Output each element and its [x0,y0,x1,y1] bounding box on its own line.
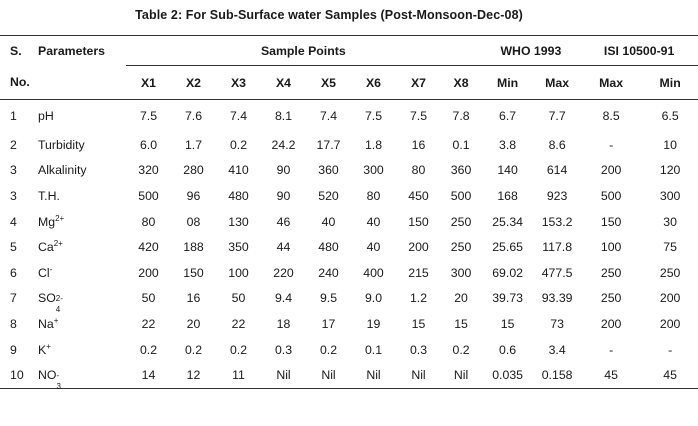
parameter-charge: + [53,315,59,325]
table-cell: 200 [138,265,159,280]
table-cell: 25.65 [492,240,523,255]
table-title: Table 2: For Sub-Surface water Samples (Post-Monsoon-Dec-08) [135,8,523,22]
parameter-base: Na [38,316,54,331]
sno-header-top: S. [0,36,38,66]
table-cell: 477.5 [541,265,573,280]
table-body [0,100,698,392]
col-header: Min [642,66,698,100]
table-cell: 480 [228,188,249,203]
row-number: 10 [0,362,38,388]
parameter-base: pH [38,109,54,123]
table-cell: 117.8 [542,240,573,255]
table-cell: 08 [186,214,201,229]
table-cell: 1.8 [364,137,383,152]
table-cell: Nil [261,362,306,388]
table-cell: 7.8 [452,109,470,123]
row-number: 2 [10,137,17,152]
table-cell: 250 [600,291,622,306]
table-row [0,132,698,158]
sno-header-bottom: No. [0,66,38,100]
table-cell: 15 [454,316,468,331]
row-number: 5 [10,240,17,255]
table-cell: 8.5 [602,109,620,123]
table-row [0,234,698,260]
parameter-base: K [38,342,47,357]
isi-header: ISI 10500-91 [580,36,698,66]
table-cell: 6.7 [499,109,517,123]
parameter-name [38,234,126,260]
table-cell: - [609,137,614,152]
parameter-name [38,362,126,392]
table-cell: 90 [276,188,291,203]
table-cell: 16 [186,291,201,306]
table-cell: 14 [126,362,171,388]
table-cell: 120 [659,163,681,178]
table-cell: 22 [231,316,246,331]
table-cell: 614 [546,163,568,178]
col-header: X7 [396,66,441,100]
table-cell: 240 [318,265,339,280]
table-cell: 3.4 [548,342,566,357]
table-cell: 7.5 [409,109,428,123]
table-cell: 69.02 [492,265,523,280]
table-cell: Nil [306,362,351,388]
parameter-name [38,286,126,315]
table-cell: 11 [216,362,261,388]
sample-points-header: Sample Points [126,36,481,66]
table-cell: 10 [663,137,677,152]
parameter-charge: - [56,371,60,381]
table-cell: 0.3 [274,342,293,357]
parameter-subscript: 3 [56,382,61,392]
table-cell: 410 [228,163,249,178]
water-samples-table [0,35,698,392]
parameter-base: NO [38,368,57,383]
who-header: WHO 1993 [481,36,580,66]
table-cell: 75 [663,240,677,255]
col-header: X2 [171,66,216,100]
table-cell: 215 [408,265,429,280]
parameters-header-blank [38,66,126,100]
parameter-charge: 2+ [53,239,63,249]
col-header: X4 [261,66,306,100]
table-cell: 280 [183,163,204,178]
row-number: 6 [10,265,17,280]
table-cell: 200 [659,291,681,306]
table-cell: 150 [183,265,204,280]
table-cell: 39.73 [492,291,523,306]
parameter-base: Mg [38,214,56,229]
table-cell: 7.4 [229,109,248,123]
table-cell: 200 [659,316,681,331]
table-cell: 0.158 [534,362,580,388]
col-header: X1 [126,66,171,100]
row-number: 3 [10,188,17,203]
table-cell: 6.5 [661,109,679,123]
table-cell: 200 [408,240,429,255]
table-row [0,100,698,133]
table-cell: 100 [228,265,249,280]
table-cell: 400 [363,265,384,280]
table-cell: 17.7 [316,137,341,152]
parameter-charge: + [46,341,51,351]
table-cell: 500 [138,188,159,203]
table-cell: 7.4 [319,109,338,123]
parameter-base: Turbidity [38,137,85,152]
table-row [0,183,698,209]
table-row [0,158,698,184]
parameter-charge: 2+ [55,213,65,223]
table-cell: 44 [276,240,291,255]
row-number: 7 [10,291,17,306]
table-cell: 7.5 [139,109,158,123]
table-cell: 0.035 [481,362,534,388]
table-row [0,286,698,312]
col-header: X3 [216,66,261,100]
table-cell: 20 [454,291,468,306]
table-cell: 7.5 [364,109,383,123]
table-cell: 96 [186,188,201,203]
table-cell: 188 [183,240,204,255]
parameter-name [38,311,126,337]
table-cell: 20 [186,316,201,331]
table-cell: 250 [600,265,622,280]
table-cell: 7.6 [184,109,203,123]
table-cell: 19 [366,316,381,331]
table-row [0,362,698,388]
table-cell: 0.3 [409,342,428,357]
parameter-subscript: 4 [55,305,61,315]
parameter-name [38,132,126,158]
table-cell: 480 [318,240,339,255]
table-cell: 420 [138,240,159,255]
table-cell: 46 [276,214,291,229]
table-cell: 30 [663,214,677,229]
table-cell: 320 [138,163,159,178]
row-number: 3 [10,163,17,178]
table-row [0,311,698,337]
row-number: 8 [10,316,17,331]
table-cell: 250 [659,265,681,280]
table-cell: 360 [318,163,339,178]
table-cell: 520 [318,188,339,203]
parameter-name [38,100,126,133]
col-header: Max [580,66,642,100]
parameter-base: SO [38,291,56,306]
parameters-header: Parameters [38,36,126,66]
table-cell: 450 [408,188,429,203]
row-number: 4 [10,214,17,229]
parameter-base: Ca [38,240,54,255]
table-cell: 9.5 [319,291,338,306]
table-cell: 18 [276,316,291,331]
table-cell: 140 [497,163,518,178]
parameter-name [38,209,126,235]
row-number: 9 [10,342,17,357]
table-cell: 9.4 [274,291,293,306]
table-cell: 8.6 [548,137,566,152]
table-cell: 40 [366,240,381,255]
table-cell: 15 [500,316,515,331]
table-cell: 16 [411,137,426,152]
table-cell: 24.2 [271,137,296,152]
table-cell: 80 [366,188,381,203]
table-cell: 90 [276,163,291,178]
table-cell: 300 [659,188,681,203]
table-cell: 7.7 [548,109,566,123]
table-cell: 250 [450,240,472,255]
table-cell: 150 [600,214,622,229]
parameter-charge: 2- [55,294,63,304]
table-cell: 1.2 [409,291,428,306]
table-cell: 9.0 [364,291,383,306]
table-cell: 0.2 [229,342,248,357]
table-cell: 0.1 [364,342,383,357]
table-row [0,337,698,363]
table-cell: 500 [600,188,622,203]
table-cell: 0.6 [499,342,517,357]
parameter-name [38,183,126,209]
table-cell: 73 [550,316,564,331]
table-cell: 8.1 [274,109,293,123]
table-cell: 168 [497,188,518,203]
table-cell: 0.1 [452,137,470,152]
col-header: Min [481,66,534,100]
table-cell: 250 [450,214,472,229]
table-row [0,209,698,235]
table-cell: 220 [273,265,294,280]
parameter-name [38,158,126,184]
table-cell: 50 [231,291,246,306]
table-cell: 17 [321,316,336,331]
table-cell: 0.2 [139,342,158,357]
table-cell: 6.0 [139,137,158,152]
table-cell: 153.2 [541,214,573,229]
table-cell: 12 [171,362,216,388]
table-cell: 360 [450,163,472,178]
table-cell: 0.2 [319,342,338,357]
col-header: X5 [306,66,351,100]
table-cell: 0.2 [229,137,248,152]
table-cell: 100 [600,240,622,255]
table-cell: 25.34 [492,214,523,229]
table-cell: 200 [600,163,622,178]
table-cell: 300 [450,265,472,280]
parameter-base: Cl [38,265,50,280]
table-cell: 22 [141,316,156,331]
table-cell: 300 [363,163,384,178]
table-cell: - [668,342,673,357]
table-cell: 500 [450,188,472,203]
table-cell: 350 [228,240,249,255]
table-cell: 40 [321,214,336,229]
table-cell: 93.39 [541,291,573,306]
row-number: 1 [10,109,17,123]
table-cell: Nil [396,362,441,388]
col-header: X6 [351,66,396,100]
table-cell: 0.2 [184,342,203,357]
table-cell: Nil [441,362,481,388]
table-cell: 50 [141,291,156,306]
table-cell: 1.7 [184,137,203,152]
table-cell: 3.8 [499,137,517,152]
parameter-base: Alkalinity [38,163,87,178]
table-cell: 45 [642,362,698,388]
table-cell: Nil [351,362,396,388]
table-cell: 40 [366,214,381,229]
table-cell: 15 [411,316,426,331]
table-cell: 80 [411,163,426,178]
table-cell: 45 [580,362,642,388]
table-cell: 200 [600,316,622,331]
parameter-charge: - [49,264,53,274]
header-row-top [0,36,698,66]
table-row [0,260,698,286]
col-header: Max [534,66,580,100]
header-row-bottom [0,66,698,100]
table-cell: 80 [141,214,156,229]
table-cell: 130 [228,214,249,229]
parameter-name [38,337,126,363]
col-header: X8 [441,66,481,100]
table-cell: 923 [546,188,568,203]
table-cell: 150 [408,214,429,229]
table-cell: 0.2 [452,342,470,357]
table-cell: - [609,342,614,357]
parameter-base: T.H. [38,188,60,203]
parameter-name [38,260,126,286]
